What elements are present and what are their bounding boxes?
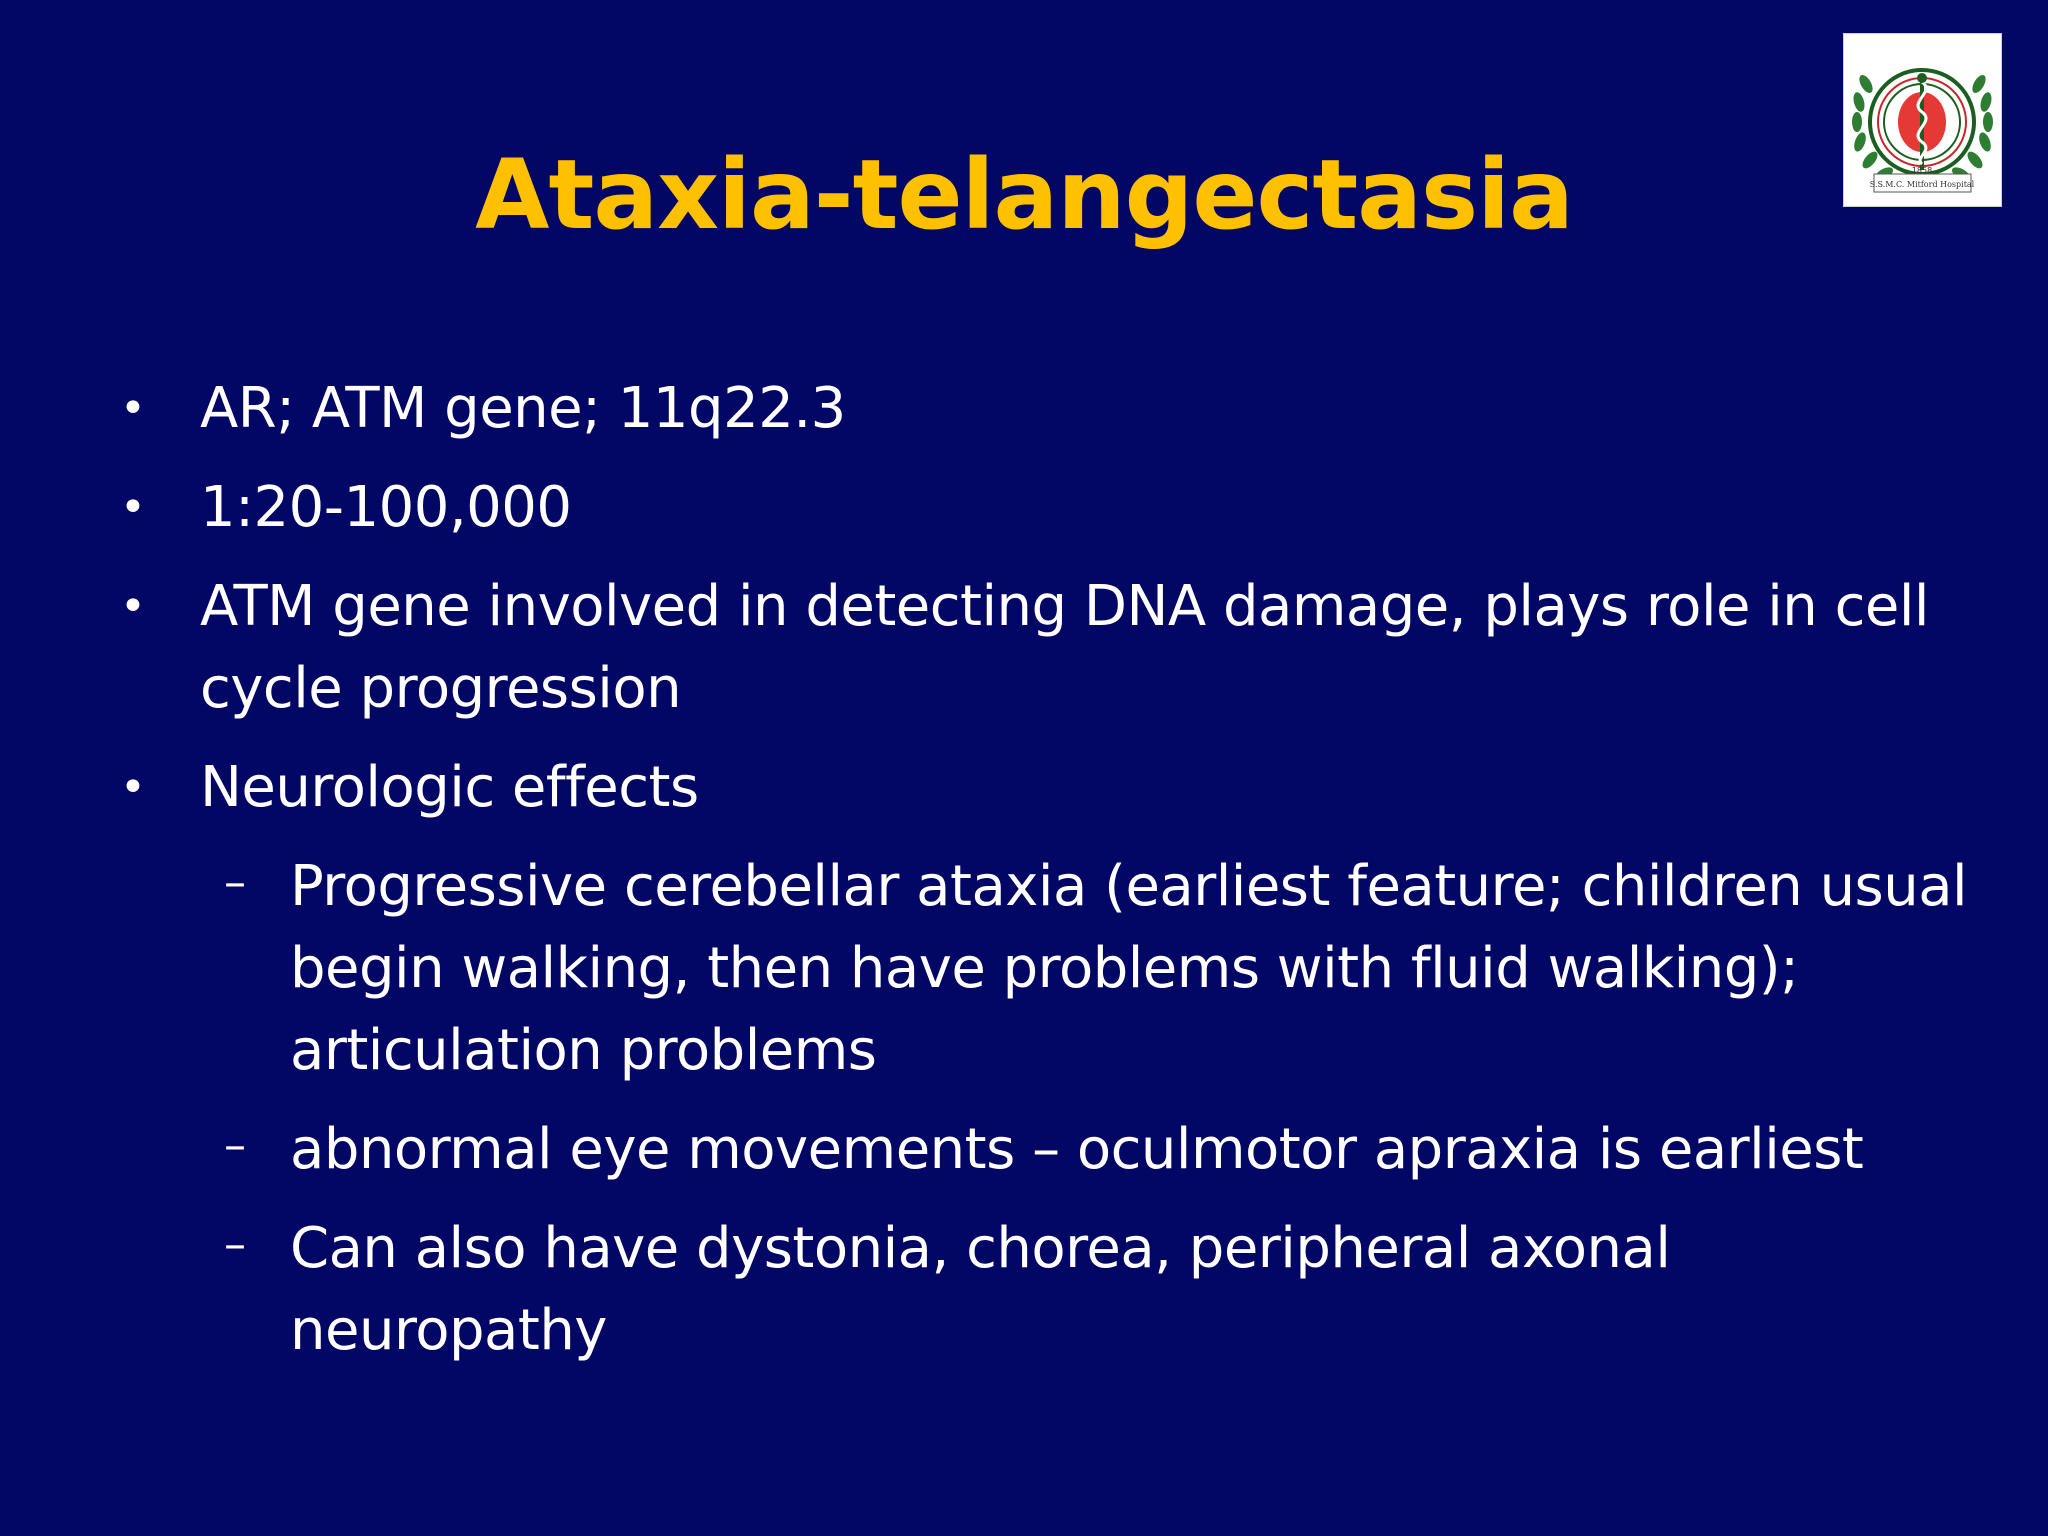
bullet-item xyxy=(120,747,1980,829)
bullet-marker: • xyxy=(120,581,146,632)
bullet-text: AR; ATM gene; 11q22.3 xyxy=(200,376,846,441)
sub-bullet-text: Progressive cerebellar ataxia (earliest feature; children usual begin walking, then have problems with fluid walking); articulation problems xyxy=(290,854,1968,1083)
sub-bullet-marker: – xyxy=(224,1219,246,1270)
bullet-marker: • xyxy=(120,482,146,533)
sub-bullet-text: Can also have dystonia, chorea, peripheral axonal neuropathy xyxy=(290,1216,1671,1363)
slide-body xyxy=(120,368,1980,1389)
sub-bullet-marker: – xyxy=(224,857,246,908)
bullet-text: ATM gene involved in detecting DNA damage, plays role in cell cycle progression xyxy=(200,574,1929,721)
slide-title: Ataxia-telangectasia xyxy=(475,139,1573,251)
bullet-item xyxy=(120,467,1980,549)
bullet-text: Neurologic effects xyxy=(200,755,699,820)
bullet-item xyxy=(120,566,1980,730)
sub-bullet-item xyxy=(120,1109,1980,1191)
bullet-text: 1:20-100,000 xyxy=(200,475,572,540)
sub-bullet-marker: – xyxy=(224,1120,246,1171)
logo-year-text: 1858 xyxy=(1911,166,1933,175)
bullet-marker: • xyxy=(120,383,146,434)
sub-bullet-item xyxy=(120,1208,1980,1372)
bullet-marker: • xyxy=(120,762,146,813)
logo-name-text: S.S.M.C. Mitford Hospital xyxy=(1869,180,1975,189)
hospital-seal-logo xyxy=(1843,33,2002,207)
bullet-item xyxy=(120,368,1980,450)
sub-bullet-text: abnormal eye movements – oculmotor apraxia is earliest xyxy=(290,1117,1864,1182)
sub-bullet-item xyxy=(120,846,1980,1092)
hospital-seal-icon xyxy=(1844,34,2001,206)
